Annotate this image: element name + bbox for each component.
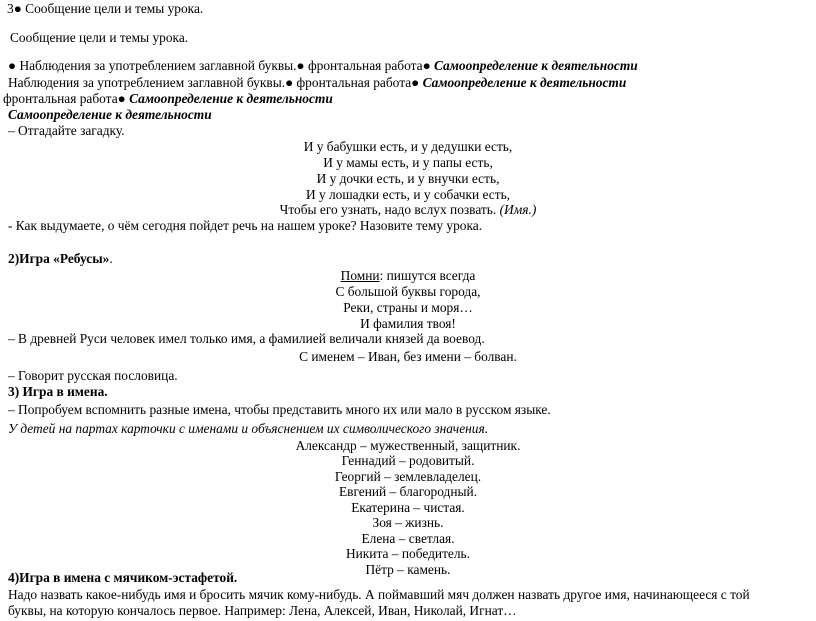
- name-card: Елена – светлая.: [361, 531, 455, 546]
- heading-stage-3: [7, 0, 203, 17]
- remember-line: Помни: пишутся всегда: [340, 268, 476, 283]
- name-card: Екатерина – чистая.: [351, 500, 465, 515]
- heading-repeat: Сообщение цели и темы урока.: [10, 30, 189, 45]
- name-card: Георгий – землевладелец.: [334, 469, 482, 484]
- observation-line-1: ● Наблюдения за употреблением заглавной буквы.● фронтальная работа● Самоопределение к деятельности: [8, 58, 638, 73]
- ancient-rus-text: – В древней Руси человек имел только имя, а фамилией величали князей да воевод.: [8, 331, 485, 346]
- game-3-text: – Попробуем вспомнить разные имена, чтобы представить много их или мало в русском языке.: [8, 402, 551, 417]
- bullet-icon: ●: [422, 58, 431, 73]
- observation-line-4: Самоопределение к деятельности: [8, 107, 212, 122]
- name-card: Евгений – благородный.: [338, 484, 478, 499]
- poem-line: С большой буквы города,: [335, 284, 481, 299]
- bullet-icon: ●: [117, 91, 126, 106]
- proverb-note: – Говорит русская пословица.: [8, 368, 178, 383]
- bullet-icon: ●: [13, 1, 22, 16]
- bullet-icon: ●: [8, 58, 17, 73]
- game-2-title: 2)Игра «Ребусы».: [8, 251, 113, 266]
- heading-text: Сообщение цели и темы урока.: [21, 1, 204, 16]
- name-card: Александр – мужественный, защитник.: [295, 438, 521, 453]
- game-4-title: 4)Игра в имена с мячиком-эстафетой.: [8, 570, 238, 585]
- bullet-icon: ●: [296, 58, 305, 73]
- game-3-title: 3) Игра в имена.: [8, 384, 108, 399]
- observation-line-2: Наблюдения за употреблением заглавной буквы.● фронтальная работа● Самоопределение к деятельности: [8, 75, 627, 90]
- bullet-icon: ●: [285, 75, 294, 90]
- cards-note: У детей на партах карточки с именами и объяснением их символического значения.: [8, 421, 489, 436]
- poem-line: И фамилия твоя!: [360, 316, 456, 331]
- name-card: Никита – победитель.: [345, 546, 471, 561]
- riddle-last-line: Чтобы его узнать, надо вслух позвать. (Имя.): [279, 202, 537, 217]
- riddle-line: И у дочки есть, и у внучки есть,: [316, 171, 500, 186]
- proverb: С именем – Иван, без имени – болван.: [299, 349, 517, 364]
- topic-question: - Как выдумаете, о чём сегодня пойдет речь на нашем уроке? Назовите тему урока.: [8, 218, 483, 233]
- bullet-icon: ●: [411, 75, 420, 90]
- name-card: Зоя – жизнь.: [372, 515, 444, 530]
- game-4-text-line-2: буквы, на которую кончалось первое. Например: Лена, Алексей, Иван, Николай, Игнат…: [8, 603, 517, 618]
- observation-line-3: фронтальная работа● Самоопределение к деятельности: [3, 91, 333, 106]
- poem-line: Реки, страны и моря…: [343, 300, 473, 315]
- riddle-prompt: – Отгадайте загадку.: [8, 123, 125, 138]
- name-card: Геннадий – родовитый.: [341, 453, 475, 468]
- riddle-line: И у бабушки есть, и у дедушки есть,: [303, 139, 513, 154]
- riddle-answer: (Имя.): [499, 202, 537, 217]
- riddle-line: И у лошадки есть, и у собачки есть,: [305, 187, 511, 202]
- name-card: Пётр – камень.: [365, 562, 451, 577]
- riddle-line: И у мамы есть, и у папы есть,: [323, 155, 493, 170]
- stage-number: 3: [7, 1, 14, 16]
- game-4-text-line-1: Надо назвать какое-нибудь имя и бросить мячик кому-нибудь. А поймавший мяч должен назвать другое имя, начинающееся с той: [8, 587, 750, 602]
